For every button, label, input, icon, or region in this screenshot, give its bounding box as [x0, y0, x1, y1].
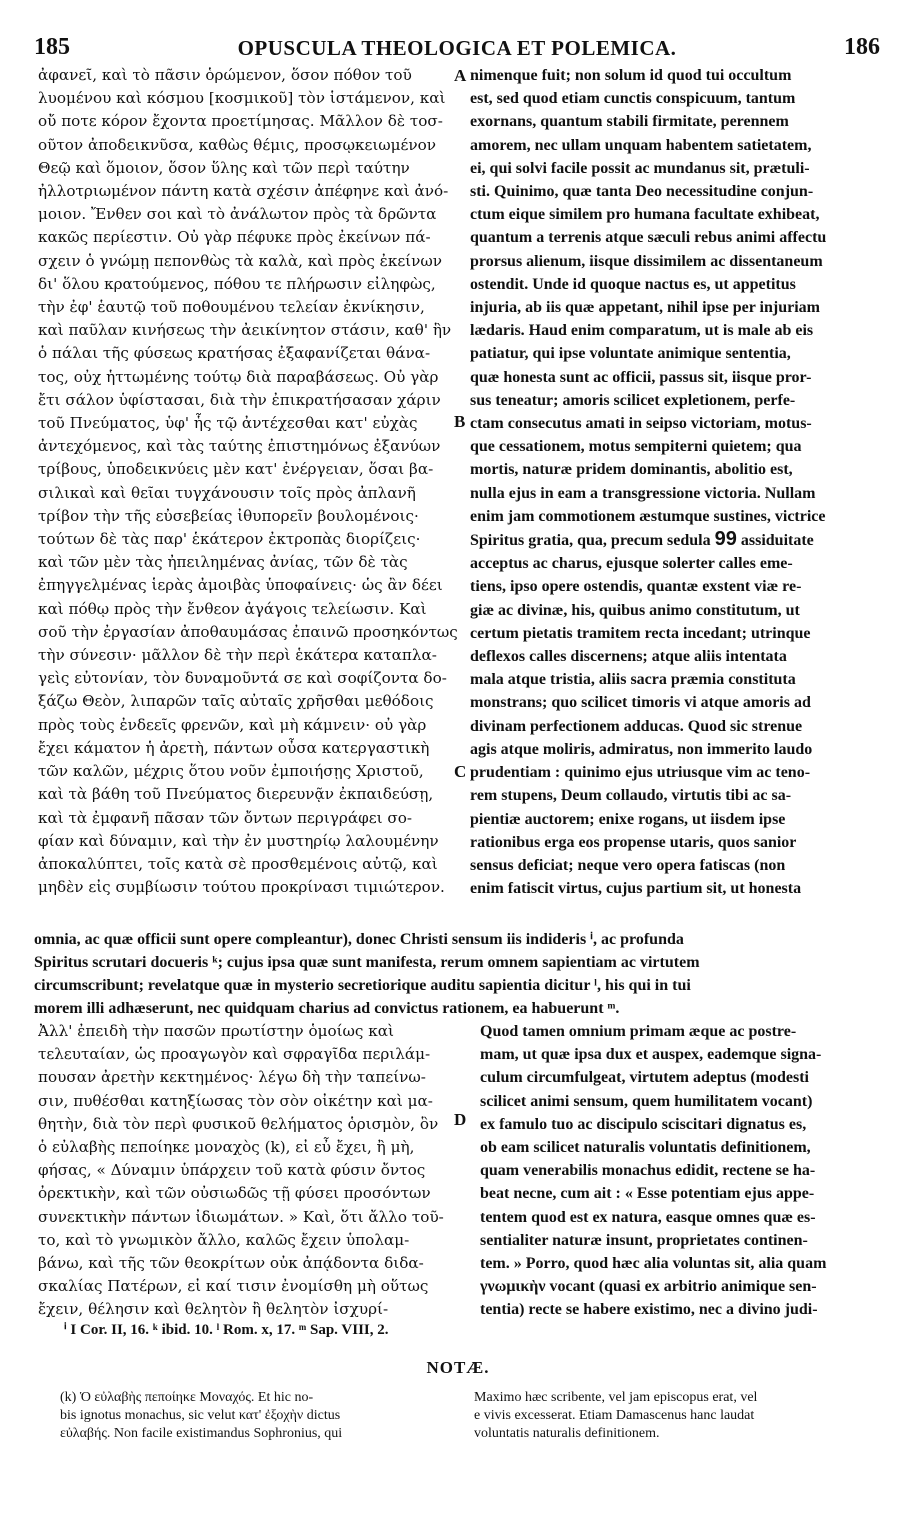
notes-title: NOTÆ. [426, 1358, 490, 1377]
greek-text-line: ἔτι σάλον ὑφίστασαι, διὰ τὴν ἐπικρατήσασαν χάριν [38, 390, 441, 409]
greek-text-line: πρὸς τοὺς ἐνδεεῖς φρενῶν, καὶ μὴ κάμνειν· οὐ γὰρ [38, 715, 427, 734]
margin-marker-b: B [454, 412, 466, 431]
note-right-column [474, 1389, 882, 1443]
greek-text-line: μηδὲν εἰς συμβίωσιν τούτου προκρίνασι τιμιώτερον. [38, 878, 445, 897]
greek-text-line: δι' ὅλου κρατούμενος, πόθου τε πλήρωσιν εἰληφὼς, [38, 274, 436, 293]
latin-text-line: amorem, nec ullam unquam habentem satietatem, [470, 136, 812, 154]
latin-text-line: mam, ut quæ ipsa dux et auspex, eademque signa- [480, 1046, 822, 1064]
latin-text-line: deflexos calles discernens; atque aliis intentata [470, 648, 787, 666]
latin-text-line: tentem quod est ex natura, easque omnes quæ es- [480, 1208, 816, 1226]
latin-column-top [470, 64, 882, 900]
latin-text-line: divinam perfectionem adducas. Quod sic strenue [470, 717, 803, 735]
latin-text-line: patiatur, qui ipse voluntate animique sententia, [470, 345, 791, 363]
greek-text-line: ἀφανεῖ, καὶ τὸ πᾶσιν ὁρώμενον, ὅσον πόθον τοῦ [38, 66, 412, 84]
greek-text-line: λυομένου καὶ κόσμου [κοσμικοῦ] τὸν ἱστάμενον, καὶ [38, 89, 446, 108]
greek-text-line: κακῶς περίεστιν. Οὐ γὰρ πέφυκε πρὸς ἐκείνων πά- [38, 228, 431, 247]
latin-text-line: tentia) recte se habere existimo, nec a divino judi- [480, 1301, 818, 1319]
latin-text-line: tiens, ipso opere ostendis, quantæ exstent viæ re- [470, 578, 802, 596]
latin-text-line: culum circumfulgeat, virtutem adeptus (modesti [480, 1069, 809, 1087]
latin-text-line: prudentiam : quinimo ejus utriusque vim ac teno- [470, 764, 811, 782]
greek-text-line: καὶ πόθῳ πρὸς τὴν ἔνθεον ἀγάγοις τελείωσιν. Καὶ [38, 599, 427, 618]
latin-text-line: que cessationem, motus sempiterni quietem; qua [470, 438, 802, 456]
greek-text-line: συνεκτικὴν πάντων ἰδιωμάτων. » Καὶ, ὅτι ἄλλο τοῦ- [38, 1207, 444, 1226]
greek-text-line: τος, οὐχ ἡττωμένης τούτῳ διὰ παραβάσεως. Οὐ γὰρ [38, 367, 439, 386]
latin-text-line: sus teneatur; amoris scilicet expletionem, perfe- [470, 391, 796, 409]
latin-text-line: ostendit. Unde id quoque nactus es, ut appetitus [470, 275, 796, 293]
latin-text-line: mala atque tristia, aliis sacra præmia constituta [470, 671, 796, 689]
note-left-column [60, 1389, 468, 1443]
latin-text-line: injuria, ab iis quæ appetant, nihil ipse per injuriam [470, 299, 820, 317]
greek-text-line: το, καὶ τὸ γνωμικὸν ἄλλο, καλῶς ἔχειν ὑπολαμ- [38, 1230, 410, 1249]
latin-text-line: mortis, naturæ pridem dominantis, abolitio est, [470, 461, 793, 479]
greek-text-line: θητὴν, διὰ τὸν περὶ φυσικοῦ θελήματος ὁρισμὸν, ὃν [38, 1114, 439, 1133]
latin-text-line: scilicet animi sensum, quem humilitatem vocant) [480, 1092, 813, 1110]
margin-marker-a: A [454, 66, 467, 85]
latin-text-line: ex famulo tuo ac discipulo sciscitari dignatus es, [480, 1115, 807, 1133]
latin-text-line: nimenque fuit; non solum id quod tui occultum [470, 67, 792, 84]
latin-text-line: ctam consecutus amati in seipso victoriam, motus- [470, 415, 812, 433]
latin-text-line: pientiæ auctorem; enixe rogans, ut iisdem ipse [470, 810, 786, 828]
note-line: e vivis excesserat. Etiam Damascenus hanc laudat [474, 1408, 755, 1423]
greek-text-line: σιλικαὶ καὶ θεῖαι τυγχάνουσιν τοῖς πρὸς ἀπλανῆ [38, 483, 416, 502]
greek-text-line: καὶ παῦλαν κινήσεως τὴν ἀεικίνητον στάσιν, καθ' ἣν [38, 321, 452, 340]
latin-text-line: ctum eique similem pro humana facultate exhibeat, [470, 206, 820, 224]
latin-text-line: ob eam scilicet naturalis voluntatis definitionem, [480, 1139, 811, 1157]
latin-text-line: γνωμικὴν vocant (quasi ex arbitrio animique sen- [480, 1278, 817, 1296]
latin-text-line: beat necne, cum ait : « Esse potentiam ejus appe- [480, 1185, 815, 1203]
greek-text-line: καὶ τῶν μὲν τὰς ἠπειλημένας ἀνίας, τῶν δὲ τὰς [38, 553, 408, 572]
latin-text-line: tem. » Porro, quod hæc alia voluntas sit, alia quam [480, 1255, 827, 1273]
full-width-line: Spiritus scrutari docueris ᵏ; cujus ipsa quæ sunt manifesta, rerum omnem sapientiam ac virtutem [34, 954, 700, 971]
latin-text-line: quam venerabilis monachus edidit, rectene se ha- [480, 1162, 816, 1180]
left-page-number: 185 [34, 34, 70, 60]
greek-text-line: οῦτον ἀποδεικνῦσα, καθὼς θέμις, προσῳκειωμένον [38, 135, 437, 154]
greek-text-line: τρίβον τὴν τῆς εὐσεβείας ἰθυπορεῖν βουλομένοις· [38, 506, 419, 525]
full-width-line: circumscribunt; revelatque quæ in mysterio secretiorique auditu sapientia dicitur ˡ, his qui in tui [34, 977, 691, 994]
latin-text-line: exornans, quantum stabili firmitate, perennem [470, 113, 789, 131]
note-line: voluntatis naturalis definitionem. [474, 1426, 660, 1441]
greek-text-line: φήσας, « Δύναμιν ὑπάρχειν τοῦ κατὰ φύσιν ὄντος [38, 1161, 426, 1180]
full-width-line: morem illi adhæserunt, nec quidquam charius ad convictus rationem, ea habuerunt ᵐ. [34, 1000, 620, 1017]
greek-text-line: βάνω, καὶ τῆς τῶν θεοκρίτων οὐκ ἀπᾴδοντα διδα- [38, 1254, 424, 1273]
greek-text-line: σιν, πυθέσθαι κατηξίωσας τὸν σὸν οἰκέτην καὶ μα- [38, 1091, 433, 1110]
greek-text-line: ἀποκαλύπτει, τοῖς κατὰ σὲ προσθεμένοις αὐτῷ, καὶ [38, 854, 438, 873]
full-width-text [34, 928, 882, 1020]
margin-marker-d: D [454, 1110, 467, 1129]
latin-text-line: enim jam commotionem æstumque sustines, victrice [470, 507, 826, 525]
greek-text-line: τῶν καλῶν, μέχρις ὅτου νοῦν ἐμποιήσῃς Χριστοῦ, [38, 762, 424, 781]
latin-text-line: rem stupens, Deum collaudo, virtutis tibi ac sa- [470, 787, 792, 805]
greek-text-line: τὴν σύνεσιν· μᾶλλον δὲ τὴν περὶ ἑκάτερα καταπλα- [38, 646, 437, 665]
greek-text-line: τοῦ Πνεύματος, ὑφ' ἧς τῷ ἀντέχεσθαι κατ' εὐχὰς [38, 414, 418, 433]
latin-text-line: giæ ac divinæ, his, quibus animo constitutum, ut [470, 601, 800, 619]
greek-text-line: σχειν ὁ γνώμῃ πεπονθὼς τὰ καλὰ, καὶ πρὸς ἐκείνων [38, 251, 442, 270]
right-page-number: 186 [844, 34, 880, 60]
latin-text-line: prorsus alienum, iisque dissimilem ac dissentaneum [470, 252, 823, 270]
latin-text-line: Quod tamen omnium primam æque ac postre- [480, 1023, 797, 1040]
greek-text-line: ὁ εὐλαβὴς πεποίηκε μοναχὸς (k), εἰ εὖ ἔχει, ἢ μὴ, [38, 1138, 415, 1157]
greek-text-line: σοῦ τὴν ἐργασίαν ἀποθαυμάσας ἐπαινῶ προσηκόντως [38, 622, 458, 641]
greek-text-line: ἔχειν, θέλησιν καὶ θελητὸν ἢ θελητὸν ἰσχυρί- [38, 1300, 389, 1319]
latin-text-line: enim fatiscit virtus, cujus partium sit, ut honesta [470, 880, 802, 898]
greek-text-line: ἠλλοτριωμένον πάντη κατὰ σχέσιν ἀπέφηνε καὶ ἀνό- [38, 182, 449, 201]
greek-column-bottom [38, 1020, 462, 1322]
greek-text-line: ἔχει κάματον ἡ ἀρετὴ, πάντων οὖσα κατεργαστικὴ [38, 738, 430, 757]
latin-text-line: acceptus ac charus, ejusque solerter calles eme- [470, 555, 793, 573]
latin-text-line: sti. Quinimo, quæ tanta Deo necessitudine conjun- [470, 183, 814, 201]
greek-text-line: ὁ πάλαι τῆς φύσεως κρατήσας ἐξαφανίζεται θάνα- [38, 344, 431, 363]
latin-text-line: rationibus erga eos propense utaris, quos sanior [470, 833, 797, 851]
greek-text-line: μοιον. Ἔνθεν σοι καὶ τὸ ἀνάλωτον πρὸς τὰ δρῶντα [38, 205, 437, 224]
greek-text-line: τελευταίαν, ὡς προαγωγὸν καὶ σφραγῖδα περιλάμ- [38, 1045, 431, 1064]
latin-text-line: Spiritus gratia, qua, precum sedula 99 assiduitate [470, 528, 814, 551]
scripture-references: ⁱ I Cor. II, 16. ᵏ ibid. 10. ˡ Rom. x, 17. ᵐ Sap. VIII, 2. [64, 1322, 389, 1338]
greek-text-line: καὶ τὰ ἐμφανῆ πᾶσαν τῶν ὄντων περιγράφει σο- [38, 808, 412, 827]
page-header [34, 34, 880, 64]
greek-column-top [38, 64, 462, 899]
note-line: (k) Ὁ εὐλαβὴς πεποίηκε Μοναχός. Et hic no- [60, 1390, 314, 1405]
greek-text-line: τὴν ἐφ' ἑαυτῷ τοῦ ποθουμένου τελείαν ἐκνίκησιν, [38, 298, 425, 317]
greek-text-line: τούτων δὲ τὰς παρ' ἑκάτερον ἐκτροπὰς διορίζεις· [38, 530, 421, 549]
greek-text-line: καὶ τὰ βάθη τοῦ Πνεύματος διερευνᾷν ἐκπαιδεύσῃ, [38, 785, 434, 804]
running-title: OPUSCULA THEOLOGICA ET POLEMICA. [237, 36, 677, 60]
greek-text-line: Ἀλλ' ἐπειδὴ τὴν πασῶν πρωτίστην ὁμοίως καὶ [38, 1022, 394, 1040]
greek-text-line: φίαν καὶ δύναμιν, καὶ τὴν ἐν μυστηρίῳ λαλουμένην [38, 831, 439, 850]
greek-text-line: ἐπηγγελμένας ἱερὰς ἀμοιβὰς ὑποφαίνεις· ὡς ἂν δέει [38, 576, 443, 595]
latin-text-line: nulla ejus in eam a transgressione victoria. Nullam [470, 484, 816, 502]
latin-text-line: est, sed quod etiam cunctis conspicuum, tantum [470, 90, 796, 108]
margin-marker-c: C [454, 762, 467, 781]
greek-text-line: ξάζω Θεὸν, λιπαρῶν ταῖς αὐταῖς χρῆσθαι μεθόδοις [38, 692, 434, 711]
latin-text-line: quæ honesta sunt ac officii, passus sit, iisque pror- [470, 368, 812, 386]
note-line: Maximo hæc scribente, vel jam episcopus erat, vel [474, 1390, 758, 1405]
note-line: bis ignotus monachus, sic velut κατ' ἐξοχὴν dictus [60, 1408, 341, 1423]
greek-text-line: ὀρεκτικὴν, καὶ τῶν οὐσιωδῶς τῇ φύσει προσόντων [38, 1184, 431, 1203]
latin-text-line: monstrans; quo scilicet timoris vi atque amoris ad [470, 694, 811, 712]
note-line: εὐλαβής. Non facile existimandus Sophronius, qui [60, 1426, 343, 1441]
latin-text-line: sentialiter naturæ insunt, proprietates continen- [480, 1231, 808, 1249]
greek-text-line: οὔ ποτε κόρον ἔχοντα προετίμησας. Μᾶλλον δὲ τοσ- [38, 112, 443, 131]
latin-text-line: agis atque moliris, admiratus, non immerito laudo [470, 740, 813, 758]
greek-text-line: γεὶς εὐτονίαν, τὸν δυναμοῦντά σε καὶ σοφίζοντα δο- [38, 669, 447, 688]
greek-text-line: πουσαν ἀρετὴν κεκτημένος· λέγω δὴ τὴν ταπείνω- [38, 1068, 426, 1087]
greek-text-line: σκαλίας Πατέρων, εἰ καί τισιν ἐνομίσθη μὴ οὕτως [38, 1277, 429, 1296]
full-width-line: omnia, ac quæ officii sunt opere compleantur), donec Christi sensum iis indideris ⁱ, ac profunda [34, 931, 684, 948]
greek-text-line: ἀντεχόμενος, καὶ τὰς ταύτης ἐπιστημόνως ἐξανύων [38, 437, 441, 456]
latin-text-line: ei, qui solvi facile possit ac mundanus sit, prætuli- [470, 159, 810, 177]
latin-text-line: certum pietatis tramitem recta incedant; utrinque [470, 624, 811, 642]
greek-text-line: Θεῷ καὶ ὅμοιον, ὅσον ὕλης καὶ τῶν περὶ ταύτην [38, 158, 410, 177]
latin-text-line: lædaris. Haud enim comparatum, ut is male ab eis [470, 322, 814, 340]
column-number: 99 [714, 528, 737, 551]
latin-column-bottom [480, 1020, 882, 1322]
greek-text-line: τρίβους, ὑποδεικνύεις μὲν κατ' ἐνέργειαν, ὅσαι βα- [38, 460, 434, 479]
latin-text-line: sensus deficiat; neque vero opera fatiscas (non [470, 856, 786, 874]
latin-text-line: quantum a terrenis atque sæculi rebus animi affectu [470, 229, 827, 247]
